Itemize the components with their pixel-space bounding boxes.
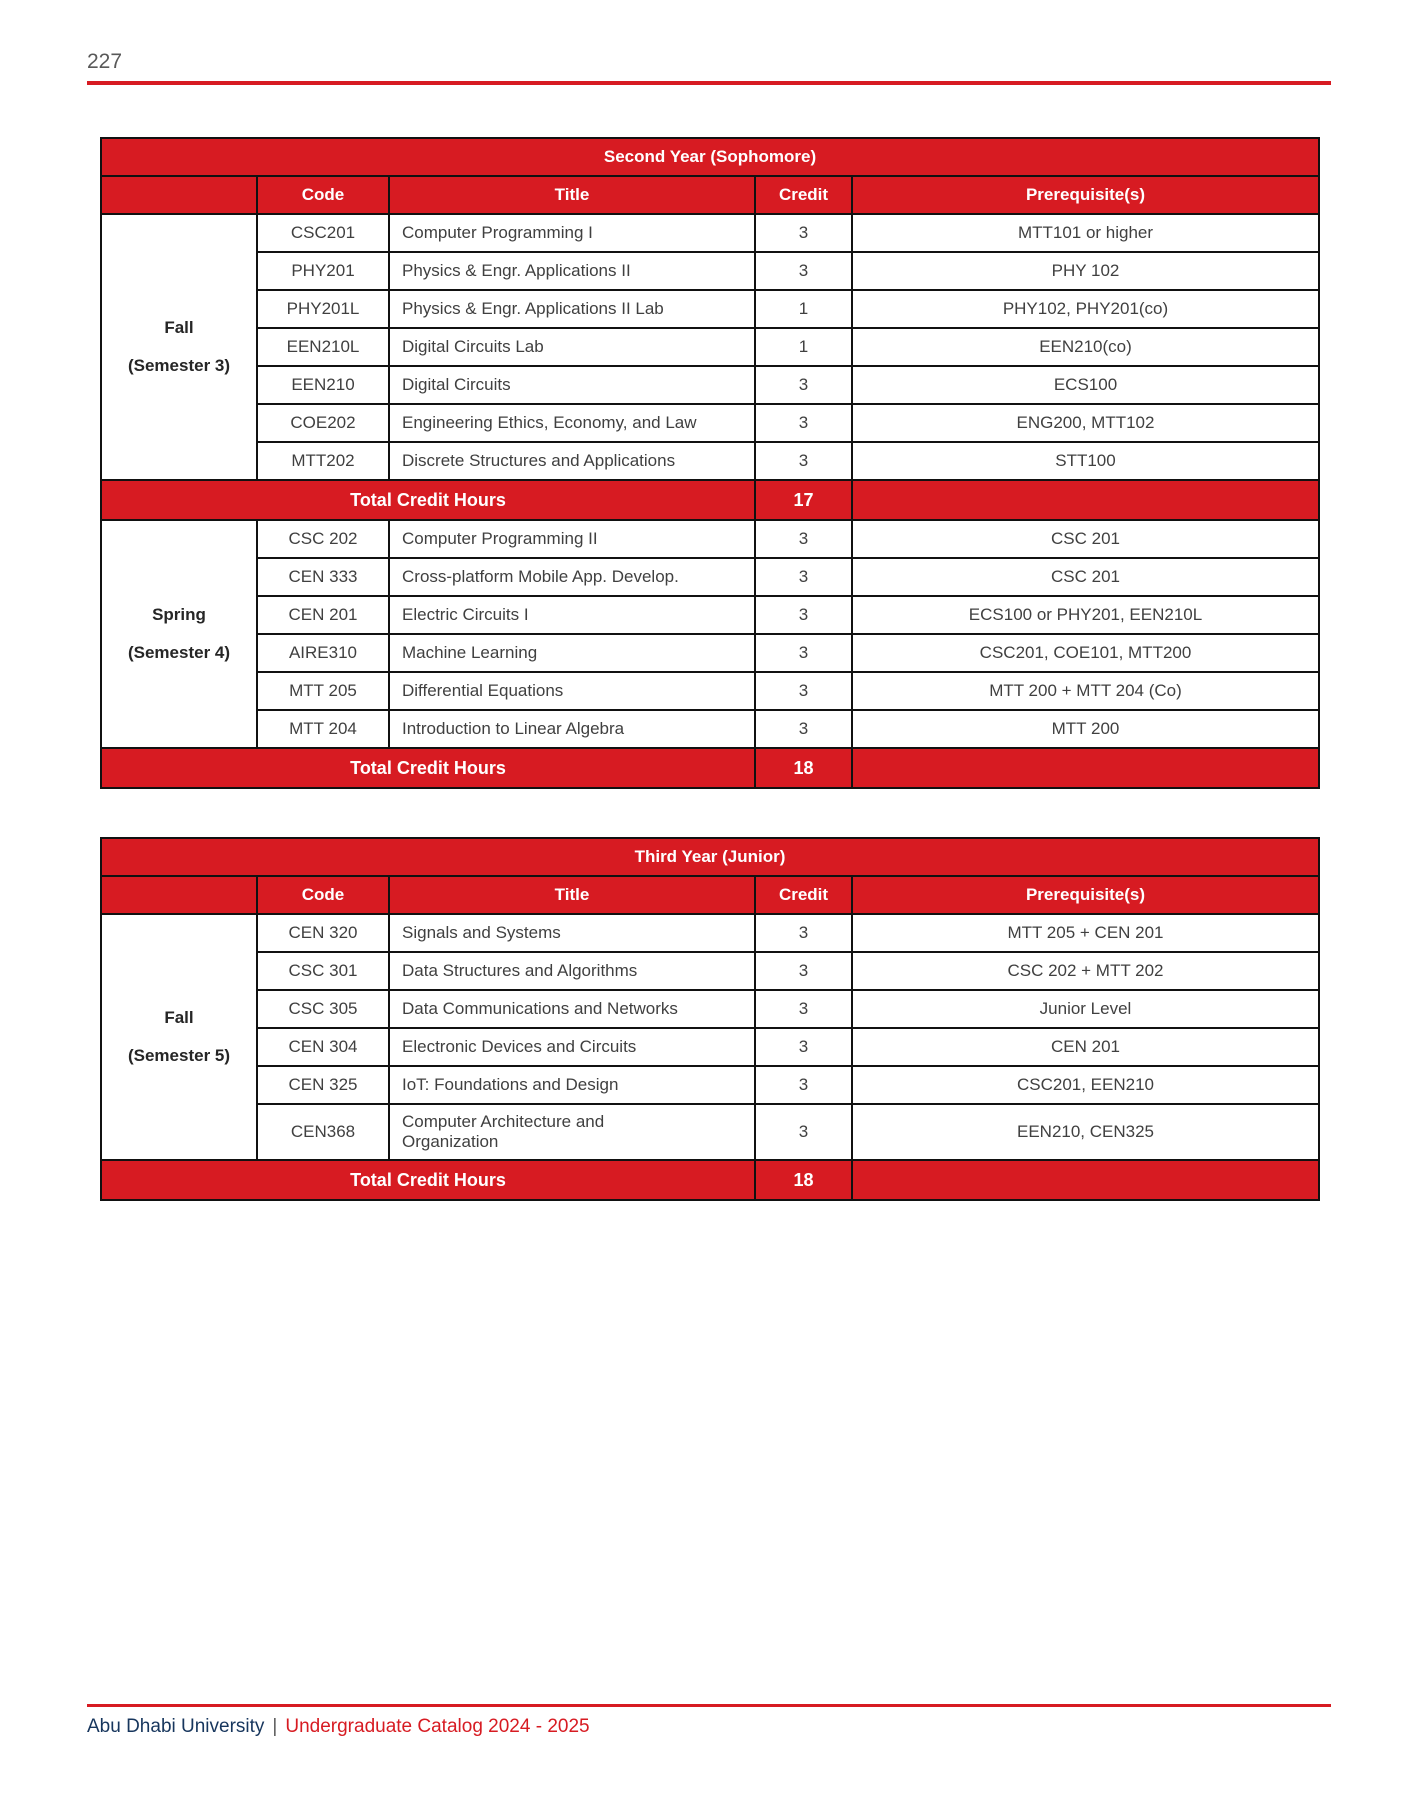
course-row [101, 952, 1319, 990]
total-credit-hours-spacer [852, 480, 1319, 520]
course-credit: 3 [755, 914, 852, 952]
course-credit: 3 [755, 634, 852, 672]
table-title-row [101, 838, 1319, 876]
course-code: CSC201 [257, 214, 389, 252]
semester-name: Spring [152, 605, 206, 624]
semester-number: (Semester 3) [127, 356, 231, 375]
course-credit: 3 [755, 596, 852, 634]
course-credit: 1 [755, 290, 852, 328]
semester-name: Fall [164, 1008, 194, 1027]
course-title: Signals and Systems [389, 914, 755, 952]
course-credit: 3 [755, 214, 852, 252]
course-code: CEN 333 [257, 558, 389, 596]
total-credit-hours-value: 17 [755, 480, 852, 520]
course-credit: 3 [755, 366, 852, 404]
course-credit: 3 [755, 710, 852, 748]
semester-column-header [101, 176, 257, 214]
course-title: Electric Circuits I [389, 596, 755, 634]
course-title: Digital Circuits [389, 366, 755, 404]
course-title: Data Structures and Algorithms [389, 952, 755, 990]
course-title: Electronic Devices and Circuits [389, 1028, 755, 1066]
course-title: Engineering Ethics, Economy, and Law [389, 404, 755, 442]
page-number: 227 [87, 50, 123, 73]
course-credit: 3 [755, 990, 852, 1028]
semester-name: Fall [164, 318, 194, 337]
course-code: CSC 305 [257, 990, 389, 1028]
course-credit: 3 [755, 1104, 852, 1160]
course-title: Discrete Structures and Applications [389, 442, 755, 480]
total-credit-hours-label: Total Credit Hours [101, 1160, 755, 1200]
total-credit-hours-label: Total Credit Hours [101, 480, 755, 520]
course-title: Cross-platform Mobile App. Develop. [389, 558, 755, 596]
course-code: AIRE310 [257, 634, 389, 672]
course-row [101, 558, 1319, 596]
course-title: Data Communications and Networks [389, 990, 755, 1028]
course-prereq: CSC 201 [852, 520, 1319, 558]
course-title [389, 1104, 755, 1160]
course-code: COE202 [257, 404, 389, 442]
course-prereq: EEN210(co) [852, 328, 1319, 366]
table-title: Second Year (Sophomore) [101, 138, 1319, 176]
course-prereq: STT100 [852, 442, 1319, 480]
table-title-row [101, 138, 1319, 176]
footer [87, 1716, 590, 1738]
course-code: PHY201L [257, 290, 389, 328]
course-row [101, 252, 1319, 290]
course-code: PHY201 [257, 252, 389, 290]
course-prereq: PHY 102 [852, 252, 1319, 290]
top-rule-divider [87, 81, 1331, 85]
course-code: CEN 325 [257, 1066, 389, 1104]
total-credit-hours-spacer [852, 748, 1319, 788]
semester-label [101, 914, 257, 1160]
course-row [101, 520, 1319, 558]
course-prereq: CSC 202 + MTT 202 [852, 952, 1319, 990]
course-prereq: ECS100 or PHY201, EEN210L [852, 596, 1319, 634]
course-title: Digital Circuits Lab [389, 328, 755, 366]
course-code: MTT 205 [257, 672, 389, 710]
course-title: Computer Programming II [389, 520, 755, 558]
semester-label [101, 520, 257, 748]
code-column-header: Code [257, 176, 389, 214]
code-column-header: Code [257, 876, 389, 914]
course-title: Differential Equations [389, 672, 755, 710]
total-credit-hours-value: 18 [755, 748, 852, 788]
third-year-table [100, 837, 1320, 1201]
column-header-row [101, 176, 1319, 214]
course-prereq: ECS100 [852, 366, 1319, 404]
course-row [101, 214, 1319, 252]
table-title: Third Year (Junior) [101, 838, 1319, 876]
course-row [101, 290, 1319, 328]
footer-catalog-title: Undergraduate Catalog 2024 - 2025 [285, 1716, 590, 1737]
course-prereq: CSC201, COE101, MTT200 [852, 634, 1319, 672]
course-prereq: ENG200, MTT102 [852, 404, 1319, 442]
footer-university-name: Abu Dhabi University [87, 1716, 265, 1737]
course-prereq: MTT 205 + CEN 201 [852, 914, 1319, 952]
course-credit: 1 [755, 328, 852, 366]
prereq-column-header: Prerequisite(s) [852, 176, 1319, 214]
course-prereq: MTT 200 + MTT 204 (Co) [852, 672, 1319, 710]
total-credit-hours-row [101, 1160, 1319, 1200]
course-row [101, 1066, 1319, 1104]
course-prereq: MTT101 or higher [852, 214, 1319, 252]
course-row [101, 914, 1319, 952]
course-row [101, 328, 1319, 366]
course-credit: 3 [755, 520, 852, 558]
course-credit: 3 [755, 1066, 852, 1104]
credit-column-header: Credit [755, 176, 852, 214]
course-prereq: CSC201, EEN210 [852, 1066, 1319, 1104]
course-credit: 3 [755, 672, 852, 710]
course-code: CEN 304 [257, 1028, 389, 1066]
course-credit: 3 [755, 1028, 852, 1066]
course-row [101, 710, 1319, 748]
semester-label [101, 214, 257, 480]
footer-separator: | [272, 1716, 278, 1737]
course-title: Physics & Engr. Applications II [389, 252, 755, 290]
course-credit: 3 [755, 442, 852, 480]
course-credit: 3 [755, 252, 852, 290]
course-row [101, 442, 1319, 480]
course-title-text: Computer Architecture and Organization [402, 1112, 605, 1151]
course-code: CEN 320 [257, 914, 389, 952]
course-code: CEN 201 [257, 596, 389, 634]
course-prereq: MTT 200 [852, 710, 1319, 748]
course-title: IoT: Foundations and Design [389, 1066, 755, 1104]
course-title: Machine Learning [389, 634, 755, 672]
course-title: Physics & Engr. Applications II Lab [389, 290, 755, 328]
course-code: CEN368 [257, 1104, 389, 1160]
column-header-row [101, 876, 1319, 914]
course-title: Computer Programming I [389, 214, 755, 252]
course-prereq: PHY102, PHY201(co) [852, 290, 1319, 328]
title-column-header: Title [389, 876, 755, 914]
course-code: MTT 204 [257, 710, 389, 748]
course-title: Introduction to Linear Algebra [389, 710, 755, 748]
course-row [101, 634, 1319, 672]
course-prereq: CSC 201 [852, 558, 1319, 596]
course-prereq: EEN210, CEN325 [852, 1104, 1319, 1160]
course-row [101, 366, 1319, 404]
semester-number: (Semester 4) [127, 643, 231, 662]
course-row [101, 990, 1319, 1028]
course-code: EEN210 [257, 366, 389, 404]
semester-number: (Semester 5) [127, 1046, 231, 1065]
course-credit: 3 [755, 952, 852, 990]
total-credit-hours-spacer [852, 1160, 1319, 1200]
total-credit-hours-value: 18 [755, 1160, 852, 1200]
total-credit-hours-label: Total Credit Hours [101, 748, 755, 788]
course-code: CSC 301 [257, 952, 389, 990]
total-credit-hours-row [101, 748, 1319, 788]
course-credit: 3 [755, 404, 852, 442]
course-credit: 3 [755, 558, 852, 596]
title-column-header: Title [389, 176, 755, 214]
second-year-table [100, 137, 1320, 789]
course-code: EEN210L [257, 328, 389, 366]
course-prereq: CEN 201 [852, 1028, 1319, 1066]
semester-column-header [101, 876, 257, 914]
course-row [101, 1104, 1319, 1160]
credit-column-header: Credit [755, 876, 852, 914]
course-prereq: Junior Level [852, 990, 1319, 1028]
course-code: MTT202 [257, 442, 389, 480]
total-credit-hours-row [101, 480, 1319, 520]
course-row [101, 596, 1319, 634]
footer-rule-divider [87, 1704, 1331, 1707]
prereq-column-header: Prerequisite(s) [852, 876, 1319, 914]
course-code: CSC 202 [257, 520, 389, 558]
course-row [101, 404, 1319, 442]
course-row [101, 672, 1319, 710]
course-row [101, 1028, 1319, 1066]
